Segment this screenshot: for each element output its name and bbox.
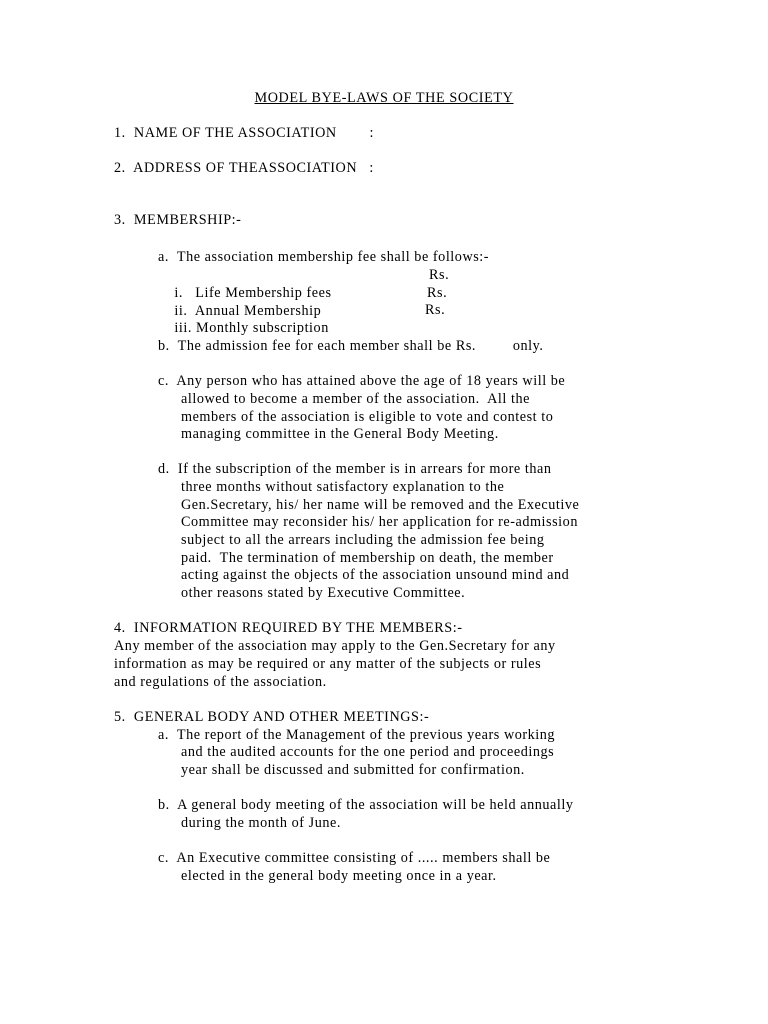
clause-3d-line-2: three months without satisfactory explanation to the [181, 479, 505, 495]
clause-3d-line-5: subject to all the arrears including the admission fee being [181, 532, 545, 548]
section-address-of-association: 2. ADDRESS OF THEASSOCIATION : [114, 160, 374, 176]
clause-3c-line-3: members of the association is eligible to vote and contest to [181, 409, 554, 425]
clause-3c-line-4: managing committee in the General Body Meeting. [181, 426, 499, 442]
clause-5a-line-3: year shall be discussed and submitted for confirmation. [181, 762, 525, 778]
document-title: MODEL BYE-LAWS OF THE SOCIETY [254, 90, 514, 106]
section-information-line-2: information as may be required or any matter of the subjects or rules [114, 656, 542, 672]
clause-5b-line-1: b. A general body meeting of the association will be held annually [158, 797, 574, 813]
fee-amount-monthly: Rs. [425, 302, 446, 318]
clause-3d-line-3: Gen.Secretary, his/ her name will be removed and the Executive [181, 497, 580, 513]
clause-5a-line-2: and the audited accounts for the one period and proceedings [181, 744, 555, 760]
fee-amount-life: Rs. [429, 267, 450, 283]
clause-3d-line-4: Committee may reconsider his/ her application for re-admission [181, 514, 578, 530]
clause-3d-line-1: d. If the subscription of the member is in arrears for more than [158, 461, 552, 477]
fee-label: iii. Monthly subscription [174, 319, 329, 336]
clause-3c-line-1: c. Any person who has attained above the age of 18 years will be [158, 373, 566, 389]
fee-amount-annual: Rs. [427, 285, 448, 301]
admission-fee-clause: b. The admission fee for each member shall be Rs. only. [158, 338, 544, 354]
section-meetings-heading: 5. GENERAL BODY AND OTHER MEETINGS:- [114, 709, 430, 725]
section-membership-heading: 3. MEMBERSHIP:- [114, 212, 242, 228]
clause-3c-line-2: allowed to become a member of the association. All the [181, 391, 530, 407]
clause-3d-line-8: other reasons stated by Executive Committee. [181, 585, 466, 601]
clause-5b-line-2: during the month of June. [181, 815, 341, 831]
clause-5c-line-2: elected in the general body meeting once in a year. [181, 868, 497, 884]
clause-5c-line-1: c. An Executive committee consisting of ..... members shall be [158, 850, 551, 866]
section-information-heading: 4. INFORMATION REQUIRED BY THE MEMBERS:- [114, 620, 463, 636]
clause-3d-line-6: paid. The termination of membership on death, the member [181, 550, 554, 566]
membership-fee-intro: a. The association membership fee shall be follows:- [158, 249, 490, 265]
section-name-of-association: 1. NAME OF THE ASSOCIATION : [114, 125, 374, 141]
clause-3d-line-7: acting against the objects of the association unsound mind and [181, 567, 570, 583]
section-information-line-3: and regulations of the association. [114, 674, 327, 690]
clause-5a-line-1: a. The report of the Management of the previous years working [158, 727, 556, 743]
section-information-line-1: Any member of the association may apply to the Gen.Secretary for any [114, 638, 556, 654]
fee-label: ii. Annual Membership [174, 302, 322, 319]
fee-label: i. Life Membership fees [174, 284, 332, 301]
